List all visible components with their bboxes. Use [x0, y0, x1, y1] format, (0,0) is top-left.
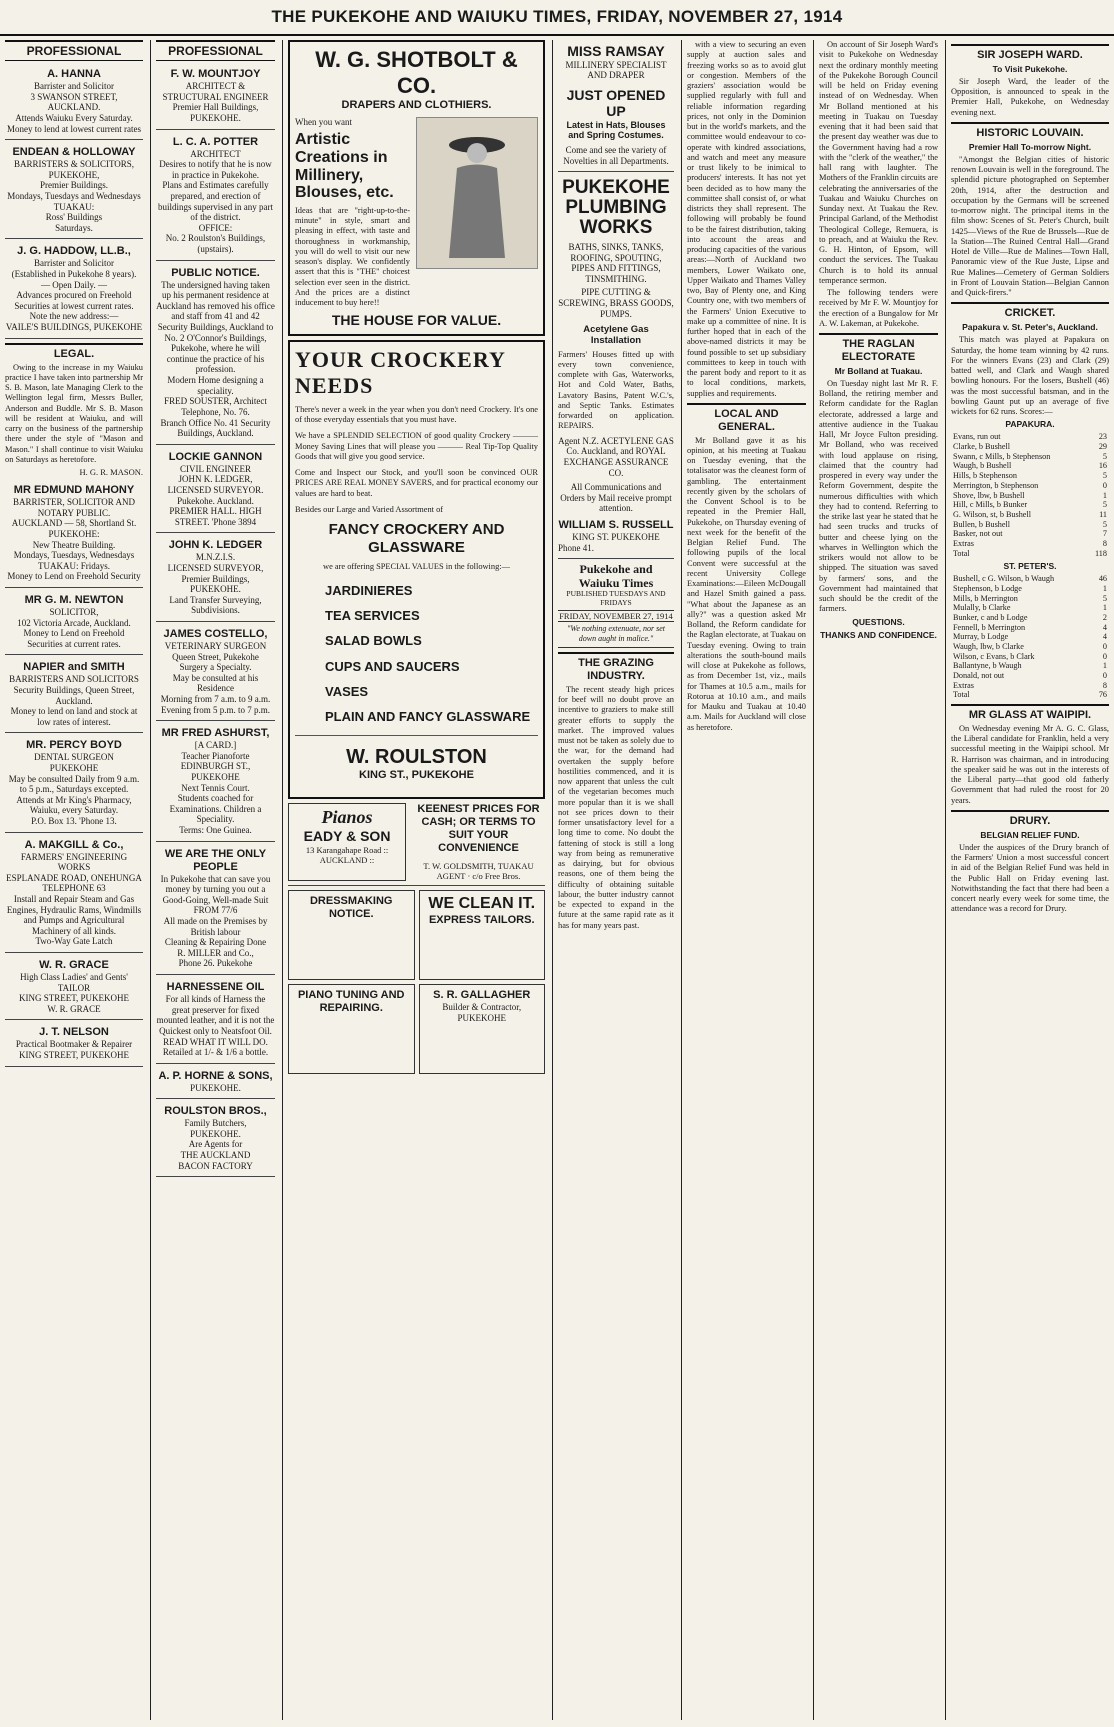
runs: 5	[1102, 500, 1107, 510]
professional-ad-line: P.O. Box 13. 'Phone 13.	[31, 816, 117, 827]
column-1	[0, 40, 148, 1720]
professional-ad-line: Premier Buildings,	[181, 573, 250, 584]
professional-ad-line: PUKEKOHE:	[48, 528, 100, 539]
professional-ad	[156, 724, 275, 841]
pianos-firm: EADY & SON	[303, 828, 391, 845]
runs: 5	[1102, 519, 1107, 529]
professional-ad-title: PUBLIC NOTICE.	[171, 266, 260, 279]
ward-heading: SIR JOSEPH WARD.	[951, 44, 1109, 62]
professional-ad-title: LOCKIE GANNON	[168, 450, 263, 463]
runs: 5	[1102, 471, 1107, 481]
runs: 1	[1102, 490, 1107, 500]
raglan-heading: THE RAGLAN ELECTORATE	[819, 333, 938, 364]
score-row	[951, 652, 1109, 662]
shotbolt-ad	[288, 40, 545, 336]
professional-ad-line: OFFICE:	[198, 222, 233, 233]
opened-title: JUST OPENED UP	[566, 86, 666, 120]
professional-ad-line: All made on the Premises by British labour	[163, 916, 268, 937]
runs: 5	[1102, 451, 1107, 461]
professional-ad-title: ENDEAN & HOLLOWAY	[12, 146, 136, 159]
professional-ad-line: Note the new address:—	[29, 311, 119, 322]
dressmaking-ad: DRESSMAKING NOTICE.	[288, 890, 415, 980]
professional-ad	[156, 133, 275, 261]
section-heading: PROFESSIONAL	[5, 40, 143, 61]
score-row	[951, 671, 1109, 681]
professional-ad-title: A. P. HORNE & SONS,	[158, 1069, 273, 1082]
score-row	[951, 603, 1109, 613]
waipipi-heading: MR GLASS AT WAIPIPI.	[951, 704, 1109, 722]
batsman: Clarke, b Bushell	[953, 442, 1011, 452]
score-row	[951, 574, 1109, 584]
batsman: Shove, lbw, b Bushell	[953, 490, 1025, 500]
professional-ad-line: 102 Victoria Arcade, Auckland.	[17, 617, 131, 628]
professional-ad-title: JOHN K. LEDGER	[168, 539, 263, 552]
score-row	[951, 584, 1109, 594]
runs: 0	[1102, 480, 1107, 490]
professional-ad	[5, 591, 143, 655]
runs: 1	[1102, 661, 1107, 671]
batsman: Hill, c Mills, b Bunker	[953, 500, 1028, 510]
professional-ad-line: Morning from 7 a.m. to 9 a.m.	[160, 694, 271, 704]
plumbing-title: PUKEKOHE PLUMBING WORKS	[562, 177, 670, 239]
louvain-heading: HISTORIC LOUVAIN.	[951, 122, 1109, 140]
professional-ad-line: M.N.Z.I.S.	[195, 552, 236, 563]
local-heading: LOCAL AND GENERAL.	[687, 403, 806, 434]
pianos-prices: KEENEST PRICES FOR CASH; OR TERMS TO SUIT YOUR CONVENIENCE	[417, 803, 540, 855]
professional-ad-line: Are Agents for	[188, 1139, 243, 1150]
professional-ad-title: NAPIER and SMITH	[23, 661, 125, 674]
professional-ad-title: HARNESSENE OIL	[166, 981, 265, 994]
professional-ad	[5, 836, 143, 953]
gallagher-ad: S. R. GALLAGHER Builder & Contractor, PUKEKOHE	[419, 984, 546, 1074]
professional-ad-line: The undersigned having taken up his permanent residence at Auckland has removed his office and staff from 41 and 42 Security Buildings, Auckland to No. 2 O'Connor's Buildings, Pukekohe, where he will continue the practice of his profession.	[156, 279, 275, 375]
professional-ad-line: Money to Lend on Freehold Securities at current rates.	[23, 628, 125, 649]
professional-ad-line: ESPLANADE ROAD, ONEHUNGA	[6, 872, 142, 883]
runs: 23	[1098, 432, 1107, 442]
professional-ad-title: F. W. MOUNTJOY	[170, 68, 261, 81]
professional-ad	[5, 143, 143, 239]
score-row	[951, 594, 1109, 604]
professional-ad-line: Pukekohe. Auckland.	[177, 495, 254, 506]
shotbolt-firm: W. G. SHOTBOLT & CO.	[315, 47, 518, 98]
professional-ad	[5, 658, 143, 733]
professional-ad	[5, 736, 143, 832]
roulston-name: W. ROULSTON	[346, 745, 487, 768]
column-3	[282, 40, 550, 1720]
score-row	[951, 529, 1109, 539]
batsman: Mills, b Merrington	[953, 593, 1018, 603]
professional-ad-line: LICENSED SURVEYOR,	[167, 562, 264, 573]
professional-ad-line: PUKEKOHE.	[190, 1082, 241, 1093]
professional-ad-line: JOHN K. LEDGER,	[178, 474, 253, 485]
batsman: Stephenson, b Lodge	[953, 583, 1022, 593]
professional-ad-line: Modern Home designing a speciality.	[167, 375, 264, 396]
professional-ad-title: WE ARE THE ONLY PEOPLE	[164, 847, 267, 873]
section-heading: PROFESSIONAL	[156, 40, 275, 61]
pianos-title: Pianos	[321, 807, 373, 828]
professional-ad-title: MR. PERCY BOYD	[26, 739, 122, 752]
professional-ad	[156, 264, 275, 445]
batsman: Hills, b Stephenson	[953, 471, 1017, 481]
runs: 8	[1102, 538, 1107, 548]
batsman: Evans, run out	[953, 432, 1001, 442]
crockery-fancy: FANCY CROCKERY AND GLASSWARE	[328, 521, 505, 556]
batsman: Bunker, c and b Lodge	[953, 612, 1028, 622]
batsman: Extras	[953, 538, 974, 548]
professional-ad-title: A. HANNA	[47, 68, 101, 81]
column-7: SIR JOSEPH WARD. To Visit Pukekohe. Sir Joseph Ward, the leader of the Opposition, is announced to speak in the Premier Hall, Pukekohe, on Wednesday evening next. HISTORIC LOUVAIN. Premier Hall To-morrow Night. "Amongst the Belgian cities of historic renown Louvain is well in the foreground. The splendid picture photographed on September 20th, 1914, after the destruction and occupation by the Germans will be screened to-morrow night. The principal items in the film show: Scenes of St. Peter's Church, built 1425—Views of the Rue de Brussels—Rue de la Station—The Ruined Central Hall—Grand Hotel de Ville—Rue de Malines—Town Hall, Panoramic view of the Rue Juste, Lipse and Rue Malines—Cemetery of German Soldiers in Front of Louvain Station—Belgian Cannon and Quick-firers." CRICKET. Papakura v. St. Peter's, Auckland. This match was played at Papakura on Saturday, the home team winning by 42 runs. For the winners Evans (23) and Clark (29) batted well, and Clark and Waugh shared bowling honours. For the losers, Bushell (46) was the most successful batsman, and in the bowling Gaunt put up an average of five wickets for 62 runs. Scores:— PAPAKURA. Evans, run out 23 Clarke, b Bushell 29 Swann, c Mills, b Stephenson 5 Waugh, b Bushell 16 Hills, b Stephenson 5 Merrington, b Stephenson 0 Shove, lbw, b Bushell 1 Hill, c Mills, b Bunker 5 G. Wilson, st, b Bushell 11 Bullen, b Bushell 5 Basker, not out 7 Extras 8 Total 118 ST. PETER'S. Bushell, c G. Wilson, b Waugh 46 Stephenson, b Lodge 1 Mills, b Merrington 5 Mulally, b Clarke 1 Bunker, c and b Lodge 2 Fennell, b Merrington 4 Murray, b Lodge 4 Waugh, lbw, b Clarke 0 Wilson, c Evans, b Clark 0 Ballantyne, b Waugh 1 Donald, not out 0 Extras 8 Total 76 MR GLASS AT WAIPIPI. On Wednesday evening Mr A. G. C. Glass, the Liberal candidate for Franklin, held a very successful meeting in the Waipipi school. Mr R. Harrison was chairman, and in introducing the speaker said he was out in the interests of the Liberal party—that good old fatherly Government that had ruled the roost for 20 years. DRURY. BELGIAN RELIEF FUND. Under the auspices of the Drury branch of the Farmers' Union a most successful concert in aid of the Belgian Relief Fund was held in the Public Hall on Friday evening last. Notwithstanding the fact that there had been a concert nearly every week for some time, the attendance was a record for Drury.	[945, 40, 1114, 1720]
professional-ad	[156, 845, 275, 975]
professional-ad-line: LICENSED SURVEYOR.	[167, 484, 264, 495]
professional-ad-line: Premier Buildings.	[40, 180, 108, 191]
professional-ad	[156, 536, 275, 622]
score-row	[951, 500, 1109, 510]
professional-ad-line: VETERINARY SURGEON	[164, 640, 267, 651]
batsman: Swann, c Mills, b Stephenson	[953, 451, 1051, 461]
professional-ad-title: J. T. NELSON	[39, 1026, 109, 1039]
professional-ad-line: Security Buildings, Queen Street, Auckland.	[13, 684, 135, 706]
professional-ad-line: R. MILLER and Co.,	[177, 947, 254, 958]
runs: 29	[1098, 442, 1107, 452]
score-row	[951, 642, 1109, 652]
runs: 0	[1102, 651, 1107, 661]
raglan-text: On Tuesday night last Mr R. F. Bolland, the retiring member and Reform candidate for the Raglan electorate, addressed a large and attentive audience in the Tuakau Hall, Mr Joyce Fulton presiding. Mr Bolland, who was received with loud applause on rising, claimed that the country had prospered in every way under the Reform Government, despite the numerous difficulties with which they had to contend. Referring to the strike last year he stated that he had seen trucks and trucks of butter and cheese lying on the wharves in Wellington which the strikers would not allow to be shipped. The situation was saved by farmers' sons, and the Government had maintained that such should be the credit of the farmers.	[819, 378, 938, 614]
crockery-list-item: CUPS AND SAUCERS	[325, 658, 460, 674]
runs: 2	[1102, 612, 1107, 622]
batsman: Extras	[953, 680, 974, 690]
professional-ad	[156, 1102, 275, 1177]
score-row	[951, 520, 1109, 530]
professional-ad	[156, 448, 275, 534]
graziers-text: with a view to securing an even supply at auction sales and freezing works so as to avoid glut or congestion. Members of the graziers' association would be supplied regularly with full and reliable information regarding prices, not only in the Dominion but in the world's markets, and the committee would endeavour to co-operate with kindred associations, and watch and meet any measure or trust likely to be inimical to producers' interests. It has not yet been decided as to how many the committee shall consist of, or what districts they shall represent. The following will probably be found to be the fairest distribution, taking into account the areas and producing capacities of the various areas:—North of Auckland two members, Lower Waikato one, Upper Waikato and Thames Valley two, Bay of Plenty one, and King Country one, with two members of the Farmers' Union Executive to make up a committee of nine. It is further hoped that in each of the above-named districts it may be found possible to set up subsidiary committees to keep in touch with the parent body and report to it as to local conditions, markets, supplies and requirements.	[687, 40, 806, 398]
louvain-text: "Amongst the Belgian cities of historic renown Louvain is well in the foreground. The splendid picture photographed on September 20th, 1914, after the destruction and occupation by the Germans will be screened to-morrow night. The principal items in the film show: Scenes of St. Peter's Church, built 1425—Views of the Rue de Brussels—Rue de la Station—The Ruined Central Hall—Grand Hotel de Ville—Rue de Malines—Town Hall, Panoramic view of the Rue Juste, Lipse and Rue Malines—Cemetery of German Soldiers in Front of Louvain Station—Belgian Cannon and Quick-firers."	[951, 154, 1109, 298]
professional-ad-line: Money to lend on land and stock at low rates of interest.	[10, 706, 138, 727]
runs: 5	[1102, 593, 1107, 603]
professional-ad-line: May be consulted Daily from 9 a.m. to 5 p.m., Saturdays excepted.	[8, 773, 140, 795]
professional-ad-line: [A CARD.]	[194, 740, 237, 751]
batsman: Donald, not out	[953, 670, 1005, 680]
papakura-scores	[951, 432, 1109, 558]
score-row	[951, 613, 1109, 623]
shotbolt-tagline: THE HOUSE FOR VALUE.	[331, 312, 502, 329]
professional-ad-line: Money to lend at lowest current rates	[7, 123, 141, 134]
professional-ad-line: THE AUCKLAND	[180, 1150, 251, 1161]
grazing-heading: THE GRAZING INDUSTRY.	[558, 652, 674, 683]
column-4: MISS RAMSAY MILLINERY SPECIALIST AND DRAPER JUST OPENED UP Latest in Hats, Blouses and Spring Costumes. Come and see the variety of Novelties in all Departments. PUKEKOHE PLUMBING WORKS BATHS, SINKS, TANKS, ROOFING, SPOUTING, PIPES AND FITTINGS, TINSMITHING. PIPE CUTTING & SCREWING, BRASS GOODS, PUMPS. Acetylene Gas Installation Farmers' Houses fitted up with every town convenience, complete with Gas, Waterworks, Hot and Cold Water, Baths, Lavatory Basins, Patent W.C.'s, and Septic Tanks. Estimates forwarded on application. REPAIRS. Agent N.Z. ACETYLENE GAS Co. Auckland, and ROYAL EXCHANGE ASSURANCE CO. All Communications and Orders by Mail receive prompt attention. WILLIAM S. RUSSELL KING ST. PUKEKOHE Phone 41. Pukekohe and Waiuku Times PUBLISHED TUESDAYS AND FRIDAYS FRIDAY, NOVEMBER 27, 1914 "We nothing extenuate, nor set down aught in malice." THE GRAZING INDUSTRY. The recent steady high prices for beef will no doubt prove an incentive to graziers to make still greater efforts to supply the market. The improved values must not be taken as solely due to the war, for the demand had overtaken the supply before hostilities commenced, and it is now apparent that unless the cult of the vegetarian becomes much more popular than it is we shall not see prices down to their former unsatisfactory level for a long time to come. No doubt the fattening of stock is still a long way from being as remunerative as dairying, but for obvious reasons, one of them being the difficulty of obtaining suitable labour, the butter industry cannot be expected to expand in the future at the same rapid rate as it has for many years past.	[552, 40, 679, 1720]
stpeters-scores	[951, 574, 1109, 700]
score-row	[951, 432, 1109, 442]
professional-ad-line: PUKEKOHE.	[190, 1128, 241, 1139]
score-row	[951, 623, 1109, 633]
professional-ad-line: For all kinds of Harness the great preserver for fixed mounted leather, and it is not the Quickest only to Neatsfoot Oil.	[156, 994, 275, 1036]
crockery-text: We have a SPLENDID SELECTION of good quality Crockery ——— Money Saving Lines that will please you ——— Real Tip-Top Quality Goods that will give you good service.	[295, 431, 538, 461]
professional-ad-line: (Established in Pukekohe 8 years).	[11, 268, 137, 279]
score-row	[951, 510, 1109, 520]
runs: 0	[1102, 670, 1107, 680]
runs: 46	[1098, 574, 1107, 584]
professional-ad-line: Surgery a Specialty.	[179, 662, 252, 673]
crockery-text2: Come and Inspect our Stock, and you'll soon be convinced OUR PRICES ARE REAL MONEY SAVERS, and for practical economy our values are hard to beat.	[295, 468, 538, 498]
drury-heading: DRURY.	[951, 810, 1109, 828]
professional-ad-line: 3 SWANSON STREET, AUCKLAND.	[30, 91, 118, 113]
pianos-agent: T. W. GOLDSMITH, TUAKAU AGENT · c/o Free Bros.	[423, 861, 534, 882]
column-6	[813, 40, 943, 1720]
professional-ad-title: W. R. GRACE	[39, 959, 109, 972]
crockery-title: YOUR CROCKERY NEEDS	[295, 346, 506, 398]
professional-ad-line: Terms: One Guinea.	[179, 825, 252, 836]
professional-ad-line: READ WHAT IT WILL DO.	[163, 1036, 268, 1047]
professional-ad-line: Branch Office No. 41 Security Buildings, Auckland.	[160, 417, 271, 439]
batsman: Total	[953, 548, 970, 558]
runs: 1	[1102, 603, 1107, 613]
professional-ad-line: ARCHITECT	[190, 148, 241, 159]
professional-ad-line: Plans and Estimates carefully prepared, and erection of buildings supervised in any part of the district.	[158, 180, 273, 223]
professional-ad-line: High Class Ladies' and Gents' TAILOR	[20, 972, 128, 993]
crockery-list	[295, 583, 538, 725]
runs: 11	[1099, 509, 1107, 519]
professional-ad-line: Ross' Buildings	[45, 212, 103, 223]
professional-ad-line: FROM 77/6	[193, 905, 238, 916]
legal-signature: H. G. R. MASON.	[79, 467, 143, 478]
professional-ad-line: Two-Way Gate Latch	[35, 936, 113, 947]
professional-ad-line: No. 2 Roulston's Buildings, (upstairs).	[165, 233, 266, 255]
runs: 76	[1098, 690, 1107, 700]
lady-illustration	[416, 117, 538, 269]
clean-ad: WE CLEAN IT. EXPRESS TAILORS.	[419, 890, 546, 980]
professional-ad-line: FRED SOUSTER, Architect	[164, 396, 267, 407]
runs: 4	[1102, 622, 1107, 632]
professional-ad-line: Barrister and Solicitor	[34, 258, 114, 269]
masthead: THE PUKEKOHE AND WAIUKU TIMES, FRIDAY, NOVEMBER 27, 1914	[0, 0, 1114, 36]
professional-ad-line: SOLICITOR,	[49, 606, 99, 617]
score-row	[951, 549, 1109, 559]
batsman: Waugh, lbw, b Clarke	[953, 641, 1024, 651]
roulston-address: KING ST., PUKEKOHE	[359, 769, 474, 782]
runs: 0	[1102, 641, 1107, 651]
waipipi-text: On Wednesday evening Mr A. G. C. Glass, the Liberal candidate for Franklin, held a very successful meeting in the Waipipi school. Mr R. Harrison was chairman, and in introducing the speaker said he was out in the interests of the Liberal party—that good old fatherly Government that had ruled the roost for 20 years.	[951, 723, 1109, 805]
professional-ad-line: New Theatre Building.	[32, 539, 116, 550]
professional-ad-line: AUCKLAND — 58, Shortland St.	[11, 518, 137, 529]
professional-ad-line: Advances procured on Freehold Securities at lowest current rates.	[14, 290, 134, 311]
lady-figure-icon	[427, 123, 527, 263]
runs: 7	[1102, 529, 1107, 539]
batsman: Fennell, b Merrington	[953, 622, 1026, 632]
shotbolt-body: Ideas that are "right-up-to-the-minute" in style, smart and pleasing in effect, with taste and thoroughness in workmanship, you will do well to visit our new season's display. We confidently assert that this is "THE" choicest selection ever seen in the district. And the prices are a distinct inducement to buy here!!	[295, 205, 410, 308]
grazing-text: The recent steady high prices for beef will no doubt prove an incentive to graziers to make still greater efforts to supply the market. The improved values must not be taken as solely due to the war, for the demand had overtaken the supply before hostilities commenced, and it is now apparent that unless the cult of the vegetarian becomes much more popular than it is we shall not see prices down to their former unsatisfactory level for a long time to come. No doubt the fattening of stock is still a long way from being as remunerative as dairying, but for obvious reasons, one of them being the difficulty of obtaining suitable labour, the butter industry cannot be expected to expand in the future at the same rapid rate as it has for many years past.	[558, 684, 674, 930]
crockery-offering: we are offering SPECIAL VALUES in the following:—	[323, 562, 510, 572]
column-5	[681, 40, 811, 1720]
questions-heading: QUESTIONS.	[852, 616, 905, 627]
professional-ad-line: Teacher Pianoforte	[181, 750, 250, 761]
shotbolt-sub: DRAPERS AND CLOTHIERS.	[341, 98, 492, 111]
professional-ad	[156, 65, 275, 129]
legal-heading: LEGAL.	[5, 343, 143, 361]
score-row	[951, 539, 1109, 549]
professional-ad-line: KING STREET, PUKEKOHE	[18, 1050, 130, 1061]
professional-ad-title: ROULSTON BROS.,	[164, 1105, 267, 1118]
score-row	[951, 491, 1109, 501]
professional-ad-title: J. G. HADDOW, LL.B.,	[17, 245, 131, 258]
shotbolt-want: When you want	[295, 116, 352, 127]
professional-ad-line: BARRISTERS & SOLICITORS,	[13, 159, 135, 170]
score-row	[951, 681, 1109, 691]
batsman: Bushell, c G. Wilson, b Waugh	[953, 574, 1055, 584]
score-row	[951, 481, 1109, 491]
runs: 16	[1098, 461, 1107, 471]
professional-ad-line: Evening from 5 p.m. to 7 p.m.	[161, 704, 270, 715]
crockery-list-item: VASES	[325, 683, 369, 699]
legal-text: Owing to the increase in my Waiuku practice I have taken into partnership Mr S. B. Mason, late Managing Clerk to the Wellington legal firm, Messrs Buller, Anderson and Buddle. Mr S. B. Mason will be resident at Waiuku, and will carry on the business of the partnership there under the style of "Mason and Mason." I shall continue to visit Waiuku on Saturdays as heretofore.	[5, 362, 143, 464]
shotbolt-headline: Artistic Creations in Millinery, Blouses, etc.	[295, 131, 394, 202]
score-row	[951, 661, 1109, 671]
professional-ad	[5, 481, 143, 588]
professional-ad-line: Money to Lend on Freehold Security	[7, 571, 141, 582]
professional-ad-line: Mondays, Tuesdays and Wednesdays	[7, 190, 141, 201]
professional-ad-title: MR FRED ASHURST,	[161, 727, 270, 740]
runs: 4	[1102, 632, 1107, 642]
professional-ad	[5, 65, 143, 140]
professional-ad-line: TELEPHONE 63	[42, 883, 106, 894]
paper-title: Pukekohe and Waiuku Times	[578, 562, 654, 591]
runs: 8	[1102, 680, 1107, 690]
runs: 1	[1102, 583, 1107, 593]
professional-ad-line: ARCHITECT & STRUCTURAL ENGINEER	[162, 81, 269, 102]
batsman: G. Wilson, st, b Bushell	[953, 509, 1031, 519]
score-row	[951, 452, 1109, 462]
cricket-text: This match was played at Papakura on Saturday, the home team winning by 42 runs. For the winners Evans (23) and Clark (29) batted well, and Clark and Waugh shared bowling honours. For the losers, Bushell (46) was the most successful batsman, and in the bowling Gaunt put up an average of five wickets for 62 runs. Scores:—	[951, 335, 1109, 417]
professional-ad-line: PUKEKOHE	[49, 762, 99, 773]
score-row	[951, 690, 1109, 700]
score-row	[951, 471, 1109, 481]
professional-ad-line: Attends at Mr King's Pharmacy, Waiuku, every Saturday.	[16, 794, 132, 816]
batsman: Waugh, b Bushell	[953, 461, 1012, 471]
professional-ad-line: VAILE'S BUILDINGS, PUKEKOHE	[5, 322, 143, 333]
crockery-list-item: SALAD BOWLS	[325, 633, 422, 649]
crockery-list-item: PLAIN AND FANCY GLASSWARE	[325, 709, 531, 725]
professional-ad	[156, 1067, 275, 1100]
professional-ad-line: Retailed at 1/- & 1/6 a bottle.	[162, 1047, 269, 1058]
professional-ad-title: MR EDMUND MAHONY	[13, 484, 135, 497]
professional-ad-line: May be consulted at his Residence	[172, 672, 259, 694]
crockery-text3: Besides our Large and Varied Assortment of	[295, 504, 444, 514]
professional-ad-line: Mondays, Tuesdays, Wednesdays	[13, 550, 135, 561]
local-text: Mr Bolland gave it as his opinion, at his meeting at Tuakau on Tuesday evening, that the totalisator was the cleanest form of gambling. The entertainment recently given by the scholars of the Convent School is to be repeated in the Premier Hall, Pukekohe, on Thursday evening of next week for the benefit of the Belgian Relief Fund. The following pupils of the local Convent were successful at the recent University College Examinations:—Eileen McDougall and Hazel Smith gained a pass. "What about the Japanese as an ally?" was a question asked Mr Bolland, the Reform candidate for the Raglan electorate, at Tuakau on Tuesday evening. Owing to train alterations the south-bound mails will close at Pukekohe as follows, as from December 1st, viz., mails for Thames at 10.5 a.m., mails for Rotorua at 10.10 a.m., and mails for Mauku and Tuakau at 10.40 a.m. Mails for Auckland will close as heretofore.	[687, 435, 806, 732]
professional-ad-line: Next Tennis Court.	[181, 782, 250, 793]
professional-ad-line: Telephone, No. 76.	[181, 406, 250, 417]
score-row	[951, 442, 1109, 452]
news-text: On account of Sir Joseph Ward's visit to Pukekohe on Wednesday next the ordinary monthly meeting of the Pukekohe Borough Council will be held on Friday evening instead of on Wednesday. When Mr Bolland mentioned at his meeting in Tuakau on Tuesday evening that it had been said that the present day weather was due to the Government having had a row with the "clerk of the weather," the hall rang with laughter. The Mothers of the Franklin circuits are celebrating the anniversaries of the Tuakau and Waiuku Churches on Sunday next. At Tuakau the Rev. Principal Garland, of the Methodist Theological College, Remuera, is to preach, and at Waiuku the Rev. G. H. Hinton, of Epsom, will conduct the services. The Tuakau Church is to hold its annual temperance sermon. The following tenders were received by Mr F. W. Mountjoy for the erection of a Bungalow for Mr A. W. Lakeman, at Pukekohe.	[819, 40, 938, 328]
professional-ad-line: Land Transfer Surveying, Subdivisions.	[169, 594, 262, 616]
professional-ad-title: JAMES COSTELLO,	[163, 627, 268, 640]
professional-ad-line: CIVIL ENGINEER	[180, 463, 251, 474]
professional-ad-line: — Open Daily. —	[41, 279, 107, 290]
professional-ad-line: BACON FACTORY	[178, 1160, 253, 1171]
pianos-address: 13 Karangahape Road :: AUCKLAND ::	[305, 844, 389, 865]
professional-ad-line: Barrister and Solicitor	[34, 81, 114, 92]
professional-ad-line: PUKEKOHE,	[48, 169, 100, 180]
thanks-heading: THANKS AND CONFIDENCE.	[820, 629, 937, 640]
professional-ad-line: EDINBURGH ST., PUKEKOHE	[180, 761, 251, 783]
cricket-heading: CRICKET.	[951, 302, 1109, 320]
professional-ad-line: DENTAL SURGEON	[34, 752, 114, 763]
professional-ad-line: Queen Street, Pukekohe	[172, 651, 259, 662]
professional-ad-line: Desires to notify that he is now in practice in Pukekohe.	[159, 159, 272, 180]
ward-text: Sir Joseph Ward, the leader of the Opposition, is announced to speak in the Premier Hall, Pukekohe, on Wednesday evening next.	[951, 76, 1109, 117]
professional-ad	[5, 1023, 143, 1066]
professional-ad-line: Saturdays.	[55, 222, 93, 233]
professional-ad-line: Premier Hall Buildings, PUKEKOHE.	[172, 102, 259, 123]
batsman: Ballantyne, b Waugh	[953, 661, 1022, 671]
professional-ad-line: Install and Repair Steam and Gas Engines, Hydraulic Rams, Windmills and Pumps and Agricultural Machinery of all kinds.	[6, 894, 142, 936]
professional-ad-line: BARRISTERS AND SOLICITORS	[9, 674, 139, 685]
column-2	[150, 40, 280, 1720]
runs: 118	[1095, 548, 1107, 558]
professional-ad-line: KING STREET, PUKEKOHE	[18, 993, 130, 1004]
crockery-list-item: TEA SERVICES	[325, 607, 420, 623]
professional-ad-line: TUAKAU:	[53, 201, 95, 212]
professional-ad-title: MR G. M. NEWTON	[24, 593, 124, 606]
professional-ad	[5, 242, 143, 338]
professional-ad-line: BARRISTER, SOLICITOR AND NOTARY PUBLIC.	[12, 497, 136, 518]
batsman: Total	[953, 690, 970, 700]
professional-ad-title: A. MAKGILL & Co.,	[24, 838, 124, 851]
professional-ad	[156, 978, 275, 1064]
professional-ad-line: PREMIER HALL. HIGH STREET. 'Phone 3894	[169, 506, 262, 527]
raglan-subheading: Mr Bolland at Tuakau.	[834, 365, 923, 376]
crockery-ad	[288, 340, 545, 799]
professional-ad-line: W. R. GRACE	[47, 1003, 101, 1014]
professional-ad-line: TUAKAU: Fridays.	[38, 560, 110, 571]
batsman: Bullen, b Bushell	[953, 519, 1011, 529]
score-row	[951, 461, 1109, 471]
professional-ad	[5, 956, 143, 1020]
professional-ad-line: Family Butchers,	[184, 1118, 247, 1129]
piano-tuning-ad: PIANO TUNING AND REPAIRING.	[288, 984, 415, 1074]
batsman: Mulally, b Clarke	[953, 603, 1011, 613]
batsman: Murray, b Lodge	[953, 632, 1009, 642]
professional-ad	[156, 625, 275, 721]
drury-text: Under the auspices of the Drury branch of the Farmers' Union a most successful concert in aid of the Belgian Relief Fund was held in the Public Hall on Friday evening last. Notwithstanding the fact that there had been a concert nearly every week for some time, the attendance was a record for Drury.	[951, 842, 1109, 914]
professional-ad-line: Phone 26. Pukekohe	[178, 958, 253, 969]
professional-ad-line: Attends Waiuku Every Saturday.	[15, 112, 133, 123]
professional-ad-line: Cleaning & Repairing Done	[164, 937, 267, 948]
professional-ad-line: PUKEKOHE.	[190, 584, 241, 595]
professional-ad-line: Practical Bootmaker & Repairer	[15, 1039, 133, 1050]
crockery-intro: There's never a week in the year when you don't need Crockery. It's one of those everyday essentials that you must have.	[295, 404, 538, 425]
batsman: Wilson, c Evans, b Clark	[953, 651, 1035, 661]
professional-ad-title: L. C. A. POTTER	[172, 135, 259, 148]
professional-ad-line: Students coached for Examinations. Children a Speciality.	[169, 793, 262, 825]
batsman: Merrington, b Stephenson	[953, 480, 1039, 490]
professional-ad-line: FARMERS' ENGINEERING WORKS	[20, 851, 128, 873]
professional-ad-line: In Pukekohe that can save you money by turning you out a Good-Going, Well-made Suit	[160, 873, 271, 905]
score-row	[951, 632, 1109, 642]
crockery-list-item: JARDINIERES	[325, 582, 413, 598]
ramsay-title: MISS RAMSAY	[567, 43, 665, 59]
batsman: Basker, not out	[953, 529, 1003, 539]
